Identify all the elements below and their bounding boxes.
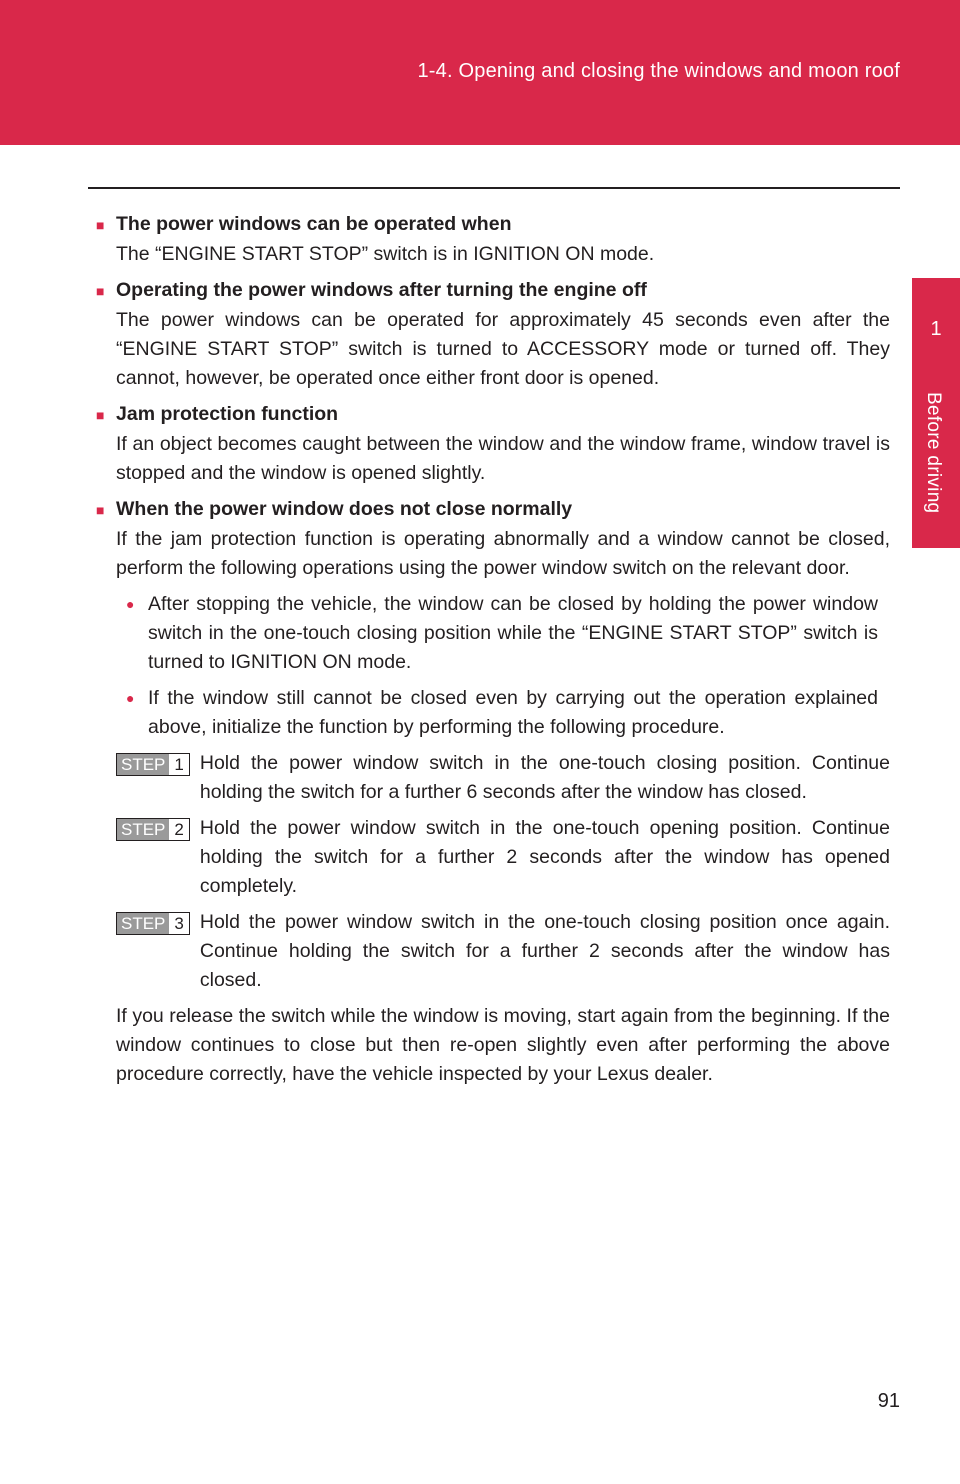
square-bullet-icon: ■ [96, 502, 105, 518]
list-item: ● After stopping the vehicle, the window can be closed by holding the power window switch in the one-touch closing position while the “ENGINE START STOP” switch is turned to IGNITION ON mode. [116, 590, 890, 677]
section-heading: Operating the power windows after turning the engine off [116, 279, 647, 301]
chapter-label: Before driving [923, 392, 944, 514]
step-1 [116, 749, 890, 807]
section-after-engine-off [96, 276, 890, 393]
page-number: 91 [877, 1390, 900, 1412]
page-content [96, 210, 890, 1096]
step-text: Hold the power window switch in the one-touch opening position. Continue holding the switch for a further 2 seconds after the window has opened completely. [199, 817, 890, 897]
square-bullet-icon: ■ [96, 283, 105, 299]
page-header-title: 1-4. Opening and closing the windows and moon roof [417, 60, 900, 82]
step-badge: STEP 1 [116, 753, 190, 776]
section-heading: When the power window does not close normally [116, 498, 573, 520]
divider [88, 187, 900, 189]
step-badge: STEP 2 [116, 818, 190, 841]
section-body: The power windows can be operated for approximately 45 seconds even after the “ENGINE START STOP” switch is turned to ACCESSORY mode or turned off. They cannot, however, be operated once either front door is opened. [116, 309, 890, 389]
chapter-number: 1 [930, 318, 942, 340]
section-heading: The power windows can be operated when [116, 213, 512, 235]
step-3 [116, 908, 890, 995]
square-bullet-icon: ■ [96, 407, 105, 423]
step-text: Hold the power window switch in the one-touch closing position. Continue holding the switch for a further 6 seconds after the window has closed. [199, 752, 890, 803]
section-operated-when [96, 210, 890, 269]
step-badge: STEP 3 [116, 912, 190, 935]
sub-list [116, 590, 890, 742]
square-bullet-icon: ■ [96, 217, 105, 233]
step-text: Hold the power window switch in the one-touch closing position once again. Continue holding the switch for a further 2 seconds after the window has closed. [199, 911, 890, 991]
list-item: ● If the window still cannot be closed even by carrying out the operation explained above, initialize the function by performing the following procedure. [116, 684, 890, 742]
step-2 [116, 814, 890, 901]
section-does-not-close [96, 495, 890, 1089]
section-body: If the jam protection function is operating abnormally and a window cannot be closed, perform the following operations using the power window switch on the relevant door. [116, 528, 890, 579]
section-body: If an object becomes caught between the window and the window frame, window travel is stopped and the window is opened slightly. [116, 433, 890, 484]
bullet-icon: ● [126, 596, 135, 612]
section-jam-protection [96, 400, 890, 488]
closing-paragraph: If you release the switch while the window is moving, start again from the beginning. If the window continues to close but then re-open slightly even after performing the above procedure correctly, have the vehicle inspected by your Lexus dealer. [116, 1005, 890, 1085]
section-body: The “ENGINE START STOP” switch is in IGNITION ON mode. [116, 243, 655, 265]
bullet-icon: ● [126, 690, 135, 706]
section-heading: Jam protection function [116, 403, 339, 425]
